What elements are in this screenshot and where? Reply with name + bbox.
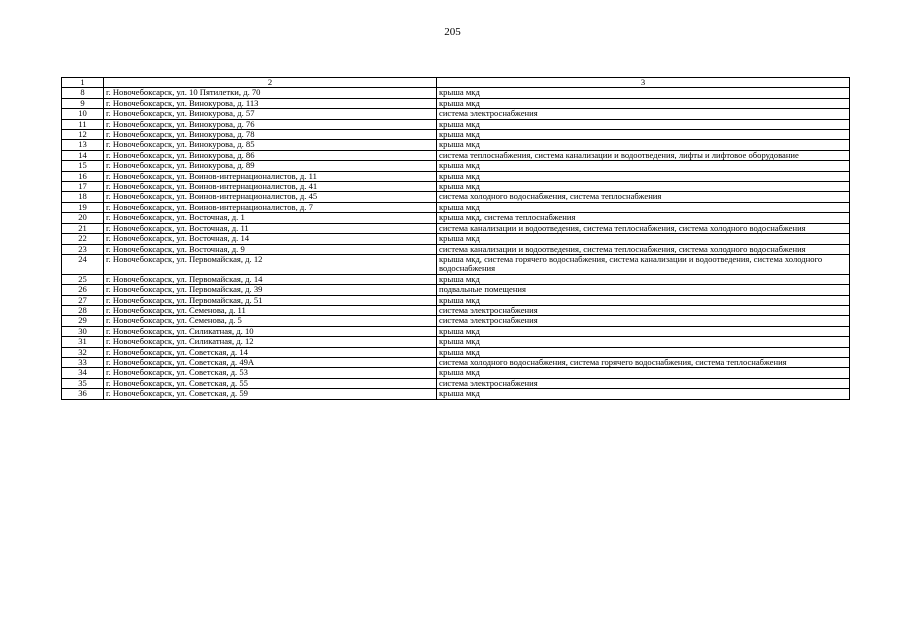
systems-cell: подвальные помещения bbox=[437, 285, 850, 295]
row-number: 17 bbox=[62, 182, 104, 192]
address-cell: г. Новочебоксарск, ул. Винокурова, д. 85 bbox=[104, 140, 437, 150]
systems-cell: крыша мкд bbox=[437, 182, 850, 192]
header-col-1: 1 bbox=[62, 78, 104, 88]
systems-cell: система электроснабжения bbox=[437, 316, 850, 326]
address-cell: г. Новочебоксарск, ул. Воинов-интернационалистов, д. 11 bbox=[104, 171, 437, 181]
address-cell: г. Новочебоксарск, ул. Советская, д. 49А bbox=[104, 357, 437, 367]
row-number: 19 bbox=[62, 202, 104, 212]
systems-cell: система теплоснабжения, система канализации и водоотведения, лифты и лифтовое оборудование bbox=[437, 150, 850, 160]
table-row bbox=[62, 234, 850, 244]
row-number: 29 bbox=[62, 316, 104, 326]
systems-cell: крыша мкд bbox=[437, 88, 850, 98]
address-cell: г. Новочебоксарск, ул. Первомайская, д. 39 bbox=[104, 285, 437, 295]
systems-cell: крыша мкд bbox=[437, 202, 850, 212]
row-number: 16 bbox=[62, 171, 104, 181]
address-cell: г. Новочебоксарск, ул. Первомайская, д. 12 bbox=[104, 254, 437, 274]
row-number: 23 bbox=[62, 244, 104, 254]
row-number: 8 bbox=[62, 88, 104, 98]
table-row bbox=[62, 140, 850, 150]
systems-cell: крыша мкд bbox=[437, 326, 850, 336]
systems-cell: система канализации и водоотведения, система теплоснабжения, система холодного водоснабжения bbox=[437, 223, 850, 233]
address-cell: г. Новочебоксарск, ул. Советская, д. 53 bbox=[104, 368, 437, 378]
table-row bbox=[62, 171, 850, 181]
systems-cell: система холодного водоснабжения, система теплоснабжения bbox=[437, 192, 850, 202]
registry-table bbox=[61, 77, 850, 400]
systems-cell: крыша мкд bbox=[437, 389, 850, 399]
address-cell: г. Новочебоксарск, ул. Винокурова, д. 113 bbox=[104, 98, 437, 108]
systems-cell: крыша мкд, система горячего водоснабжения, система канализации и водоотведения, система холодного водоснабжения bbox=[437, 254, 850, 274]
table-row bbox=[62, 347, 850, 357]
row-number: 36 bbox=[62, 389, 104, 399]
address-cell: г. Новочебоксарск, ул. Винокурова, д. 57 bbox=[104, 109, 437, 119]
row-number: 25 bbox=[62, 274, 104, 284]
table-row bbox=[62, 254, 850, 274]
address-cell: г. Новочебоксарск, ул. Винокурова, д. 76 bbox=[104, 119, 437, 129]
row-number: 21 bbox=[62, 223, 104, 233]
row-number: 11 bbox=[62, 119, 104, 129]
address-cell: г. Новочебоксарск, ул. Советская, д. 59 bbox=[104, 389, 437, 399]
address-cell: г. Новочебоксарск, ул. Воинов-интернационалистов, д. 7 bbox=[104, 202, 437, 212]
row-number: 15 bbox=[62, 161, 104, 171]
address-cell: г. Новочебоксарск, ул. Семенова, д. 11 bbox=[104, 305, 437, 315]
address-cell: г. Новочебоксарск, ул. Советская, д. 55 bbox=[104, 378, 437, 388]
table-row bbox=[62, 357, 850, 367]
table-row bbox=[62, 213, 850, 223]
table-row bbox=[62, 223, 850, 233]
table-row bbox=[62, 378, 850, 388]
address-cell: г. Новочебоксарск, ул. Силикатная, д. 12 bbox=[104, 337, 437, 347]
table-row bbox=[62, 182, 850, 192]
address-cell: г. Новочебоксарск, ул. Семенова, д. 5 bbox=[104, 316, 437, 326]
row-number: 22 bbox=[62, 234, 104, 244]
header-col-3: 3 bbox=[437, 78, 850, 88]
row-number: 9 bbox=[62, 98, 104, 108]
table-row bbox=[62, 150, 850, 160]
table-row bbox=[62, 98, 850, 108]
table-row bbox=[62, 119, 850, 129]
row-number: 20 bbox=[62, 213, 104, 223]
table-row bbox=[62, 389, 850, 399]
systems-cell: система электроснабжения bbox=[437, 109, 850, 119]
address-cell: г. Новочебоксарск, ул. Первомайская, д. 51 bbox=[104, 295, 437, 305]
table-row bbox=[62, 130, 850, 140]
systems-cell: крыша мкд bbox=[437, 234, 850, 244]
table-row bbox=[62, 316, 850, 326]
row-number: 35 bbox=[62, 378, 104, 388]
address-cell: г. Новочебоксарск, ул. Воинов-интернационалистов, д. 45 bbox=[104, 192, 437, 202]
table-header-row bbox=[62, 78, 850, 88]
systems-cell: система канализации и водоотведения, система теплоснабжения, система холодного водоснабжения bbox=[437, 244, 850, 254]
address-cell: г. Новочебоксарск, ул. Винокурова, д. 86 bbox=[104, 150, 437, 160]
table-row bbox=[62, 285, 850, 295]
row-number: 27 bbox=[62, 295, 104, 305]
systems-cell: крыша мкд bbox=[437, 347, 850, 357]
systems-cell: крыша мкд bbox=[437, 295, 850, 305]
address-cell: г. Новочебоксарск, ул. 10 Пятилетки, д. 70 bbox=[104, 88, 437, 98]
systems-cell: система холодного водоснабжения, система горячего водоснабжения, система теплоснабжения bbox=[437, 357, 850, 367]
row-number: 13 bbox=[62, 140, 104, 150]
row-number: 26 bbox=[62, 285, 104, 295]
table-row bbox=[62, 202, 850, 212]
address-cell: г. Новочебоксарск, ул. Первомайская, д. 14 bbox=[104, 274, 437, 284]
address-cell: г. Новочебоксарск, ул. Восточная, д. 14 bbox=[104, 234, 437, 244]
systems-cell: система электроснабжения bbox=[437, 378, 850, 388]
address-cell: г. Новочебоксарск, ул. Восточная, д. 9 bbox=[104, 244, 437, 254]
address-cell: г. Новочебоксарск, ул. Силикатная, д. 10 bbox=[104, 326, 437, 336]
table-body bbox=[62, 78, 850, 400]
table-row bbox=[62, 192, 850, 202]
systems-cell: крыша мкд bbox=[437, 274, 850, 284]
table-row bbox=[62, 161, 850, 171]
systems-cell: крыша мкд bbox=[437, 140, 850, 150]
table-row bbox=[62, 109, 850, 119]
row-number: 10 bbox=[62, 109, 104, 119]
address-cell: г. Новочебоксарск, ул. Советская, д. 14 bbox=[104, 347, 437, 357]
row-number: 24 bbox=[62, 254, 104, 274]
address-cell: г. Новочебоксарск, ул. Винокурова, д. 89 bbox=[104, 161, 437, 171]
row-number: 32 bbox=[62, 347, 104, 357]
row-number: 31 bbox=[62, 337, 104, 347]
address-cell: г. Новочебоксарск, ул. Восточная, д. 1 bbox=[104, 213, 437, 223]
row-number: 28 bbox=[62, 305, 104, 315]
table-row bbox=[62, 305, 850, 315]
systems-cell: крыша мкд bbox=[437, 119, 850, 129]
systems-cell: крыша мкд bbox=[437, 98, 850, 108]
row-number: 18 bbox=[62, 192, 104, 202]
table-row bbox=[62, 274, 850, 284]
row-number: 12 bbox=[62, 130, 104, 140]
table-row bbox=[62, 337, 850, 347]
address-cell: г. Новочебоксарск, ул. Винокурова, д. 78 bbox=[104, 130, 437, 140]
systems-cell: крыша мкд bbox=[437, 161, 850, 171]
table-row bbox=[62, 244, 850, 254]
systems-cell: крыша мкд bbox=[437, 368, 850, 378]
row-number: 33 bbox=[62, 357, 104, 367]
row-number: 30 bbox=[62, 326, 104, 336]
table-row bbox=[62, 88, 850, 98]
systems-cell: крыша мкд bbox=[437, 171, 850, 181]
address-cell: г. Новочебоксарск, ул. Восточная, д. 11 bbox=[104, 223, 437, 233]
row-number: 34 bbox=[62, 368, 104, 378]
table-row bbox=[62, 295, 850, 305]
address-cell: г. Новочебоксарск, ул. Воинов-интернационалистов, д. 41 bbox=[104, 182, 437, 192]
systems-cell: система электроснабжения bbox=[437, 305, 850, 315]
systems-cell: крыша мкд bbox=[437, 130, 850, 140]
page-number: 205 bbox=[444, 26, 461, 38]
table-row bbox=[62, 368, 850, 378]
header-col-2: 2 bbox=[104, 78, 437, 88]
table-row bbox=[62, 326, 850, 336]
row-number: 14 bbox=[62, 150, 104, 160]
systems-cell: крыша мкд bbox=[437, 337, 850, 347]
systems-cell: крыша мкд, система теплоснабжения bbox=[437, 213, 850, 223]
